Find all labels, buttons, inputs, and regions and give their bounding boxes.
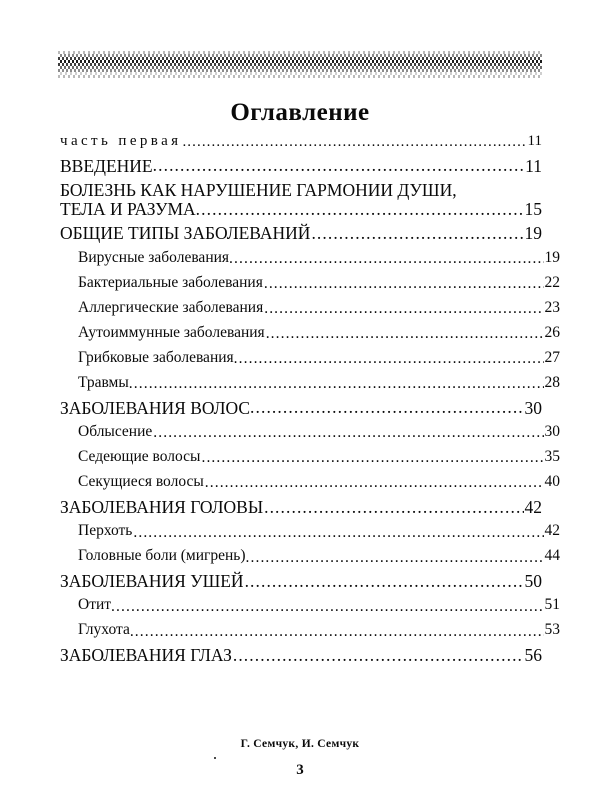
toc-entry-page-number: 27 xyxy=(544,348,560,366)
footer-authors: Г. Семчук, И. Семчук xyxy=(240,738,360,750)
toc-entry[interactable] xyxy=(60,299,560,317)
toc-entry-page-number: 50 xyxy=(524,571,542,592)
toc-entry[interactable] xyxy=(60,274,560,292)
toc-entry-label: ЗАБОЛЕВАНИЯ ГЛАЗ xyxy=(60,645,232,666)
toc-entry-page-number: 28 xyxy=(544,373,560,391)
table-of-contents-list xyxy=(60,133,560,670)
page-title: Оглавление xyxy=(230,99,370,126)
toc-entry-label: Секущиеся волосы xyxy=(78,472,204,490)
band-row xyxy=(58,75,542,78)
toc-entry-page-number: 51 xyxy=(544,596,560,614)
toc-entry-label: Головные боли (мигрень) xyxy=(78,547,246,565)
toc-entry-label: ОБЩИЕ ТИПЫ ЗАБОЛЕВАНИЙ xyxy=(60,223,311,244)
toc-entry-page-number: 42 xyxy=(544,522,560,540)
toc-entry[interactable] xyxy=(60,374,560,392)
toc-dot-leader xyxy=(229,251,543,267)
toc-entry[interactable] xyxy=(60,224,542,242)
toc-dot-leader xyxy=(234,351,544,367)
toc-entry[interactable] xyxy=(60,572,542,590)
toc-entry-label: ТЕЛА И РАЗУМА xyxy=(60,199,196,220)
toc-entry-page-number: 35 xyxy=(544,447,560,465)
toc-entry-label: Облысение xyxy=(78,422,153,440)
toc-entry[interactable] xyxy=(60,181,542,219)
toc-entry[interactable] xyxy=(60,249,560,267)
toc-entry-page-number: 23 xyxy=(544,298,560,316)
toc-entry[interactable] xyxy=(60,621,560,639)
toc-entry-page-number: 22 xyxy=(544,273,560,291)
toc-entry-line2 xyxy=(60,200,542,218)
toc-entry-label: ВВЕДЕНИЕ xyxy=(60,155,153,176)
toc-dot-leader xyxy=(266,326,544,342)
toc-entry[interactable] xyxy=(60,547,560,565)
toc-entry-label: Отит xyxy=(78,596,112,614)
toc-dot-leader xyxy=(264,276,544,292)
toc-entry-label: Перхоть xyxy=(78,522,133,540)
toc-dot-leader xyxy=(129,376,544,392)
toc-entry-label: Аллергические заболевания xyxy=(78,298,264,316)
toc-dot-leader xyxy=(153,157,525,175)
toc-entry-page-number: 26 xyxy=(544,323,560,341)
toc-entry[interactable] xyxy=(60,157,542,175)
toc-dot-leader xyxy=(246,550,544,566)
toc-entry[interactable] xyxy=(60,349,560,367)
toc-entry[interactable] xyxy=(60,646,542,664)
toc-entry-label: Аутоиммунные заболевания xyxy=(78,323,265,341)
toc-dot-leader xyxy=(264,499,523,517)
toc-dot-leader xyxy=(182,135,526,150)
toc-entry-page-number: 19 xyxy=(544,248,560,266)
toc-entry[interactable] xyxy=(60,596,560,614)
toc-entry-page-number: 30 xyxy=(524,397,542,418)
toc-entry[interactable] xyxy=(60,522,560,540)
toc-entry[interactable] xyxy=(60,473,560,491)
toc-entry-label: ЗАБОЛЕВАНИЯ УШЕЙ xyxy=(60,571,244,592)
toc-entry-label-line1: БОЛЕЗНЬ КАК НАРУШЕНИЕ ГАРМОНИИ ДУШИ, xyxy=(60,179,457,200)
toc-entry[interactable] xyxy=(60,448,560,466)
toc-entry-page-number: 40 xyxy=(544,472,560,490)
toc-entry-label: ЗАБОЛЕВАНИЯ ГОЛОВЫ xyxy=(60,496,264,517)
toc-dot-leader xyxy=(130,624,544,640)
toc-entry-page-number: 42 xyxy=(524,496,542,517)
stray-dot-artifact xyxy=(214,757,216,759)
toc-dot-leader xyxy=(250,399,523,417)
toc-dot-leader xyxy=(153,425,543,441)
decorative-band-icon xyxy=(58,51,542,78)
toc-entry[interactable] xyxy=(60,399,542,417)
toc-entry-label: Глухота xyxy=(78,621,130,639)
toc-entry[interactable] xyxy=(60,498,542,516)
toc-entry-label: ЗАБОЛЕВАНИЯ ВОЛОС xyxy=(60,397,251,418)
toc-entry-label: Вирусные заболевания xyxy=(78,248,230,266)
toc-dot-leader xyxy=(201,450,543,466)
toc-entry-page-number: 30 xyxy=(544,422,560,440)
toc-entry-wrapped[interactable] xyxy=(60,181,542,219)
toc-entry[interactable] xyxy=(60,324,560,342)
toc-dot-leader xyxy=(133,525,543,541)
toc-entry[interactable] xyxy=(60,133,542,150)
toc-entry-label: Бактериальные заболевания xyxy=(78,273,263,291)
toc-entry-page-number: 15 xyxy=(524,199,542,220)
toc-dot-leader xyxy=(264,301,543,317)
toc-entry-page-number: 53 xyxy=(544,621,560,639)
toc-dot-leader xyxy=(196,201,524,219)
toc-entry-label: Седеющие волосы xyxy=(78,447,201,465)
toc-entry[interactable] xyxy=(60,423,560,441)
toc-dot-leader xyxy=(233,647,524,665)
toc-entry-page-number: 11 xyxy=(527,133,542,149)
toc-entry-page-number: 11 xyxy=(525,155,542,176)
toc-entry-page-number: 19 xyxy=(524,223,542,244)
toc-entry-label: Травмы xyxy=(78,373,129,391)
toc-entry-label: часть первая xyxy=(60,133,182,149)
toc-dot-leader xyxy=(311,225,523,243)
toc-entry-label: Грибковые заболевания xyxy=(78,348,234,366)
toc-entry-page-number: 56 xyxy=(524,645,542,666)
toc-dot-leader xyxy=(205,475,544,491)
toc-dot-leader xyxy=(111,599,543,615)
toc-entry-page-number: 44 xyxy=(544,547,560,565)
toc-dot-leader xyxy=(245,573,524,591)
footer-page-number: 3 xyxy=(296,762,304,778)
